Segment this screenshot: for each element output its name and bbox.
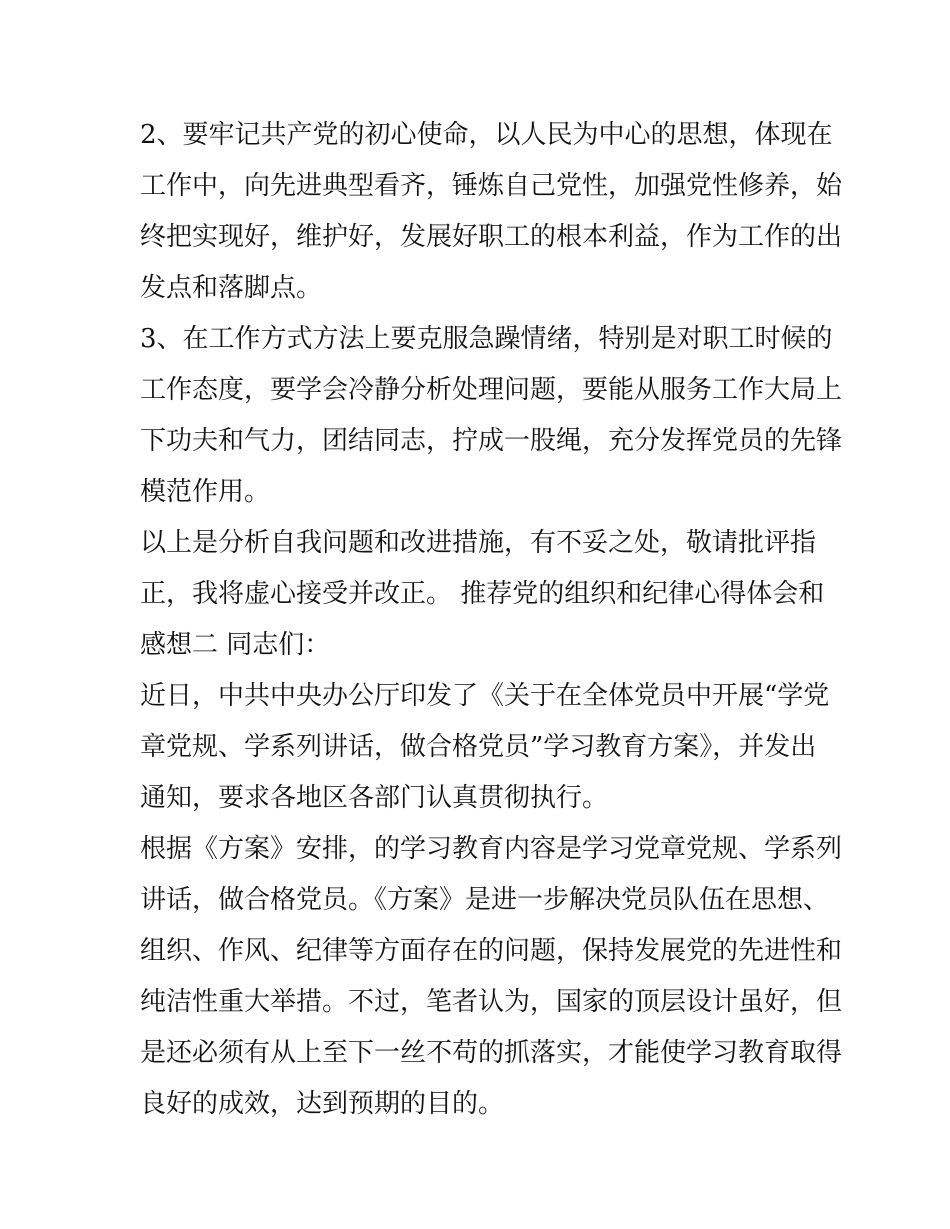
text-line: 以上是分析自我问题和改进措施，有不妥之处，敬请批评指 bbox=[140, 528, 817, 558]
text-line: 通知，要求各地区各部门认真贯彻执行。 bbox=[140, 783, 609, 813]
text-line: 讲话，做合格党员。《方案》是进一步解决党员队伍在思想、 bbox=[140, 885, 830, 915]
text-line: 近日，中共中央办公厅印发了《关于在全体党员中开展“学党 bbox=[140, 681, 830, 711]
text-line: 终把实现好，维护好，发展好职工的根本利益，作为工作的出 bbox=[140, 222, 843, 252]
text-line: 感想二 同志们： bbox=[140, 630, 331, 660]
text-line: 章党规、学系列讲话，做合格党员”学习教育方案》，并发出 bbox=[140, 732, 817, 762]
text-line: 组织、作风、纪律等方面存在的问题，保持发展党的先进性和 bbox=[140, 936, 843, 966]
text-line: 2、要牢记共产党的初心使命，以人民为中心的思想，体现在 bbox=[140, 120, 833, 150]
text-line: 发点和落脚点。 bbox=[140, 273, 323, 303]
text-line: 根据《方案》安排，的学习教育内容是学习党章党规、学系列 bbox=[140, 834, 843, 864]
text-line: 是还必须有从上至下一丝不苟的抓落实，才能使学习教育取得 bbox=[140, 1038, 843, 1068]
text-line: 3、在工作方式方法上要克服急躁情绪，特别是对职工时候的 bbox=[140, 324, 833, 354]
text-line: 良好的成效，达到预期的目的。 bbox=[140, 1089, 505, 1119]
text-line: 工作中，向先进典型看齐，锤炼自己党性，加强党性修养，始 bbox=[140, 171, 843, 201]
text-line: 下功夫和气力，团结同志，拧成一股绳，充分发挥党员的先锋 bbox=[140, 426, 843, 456]
text-line: 模范作用。 bbox=[140, 477, 271, 507]
body-text bbox=[140, 110, 843, 1130]
text-line: 纯洁性重大举措。不过，笔者认为，国家的顶层设计虽好，但 bbox=[140, 987, 843, 1017]
text-line: 工作态度，要学会冷静分析处理问题，要能从服务工作大局上 bbox=[140, 375, 843, 405]
text-line: 正，我将虚心接受并改正。 推荐党的组织和纪律心得体会和 bbox=[140, 579, 825, 609]
